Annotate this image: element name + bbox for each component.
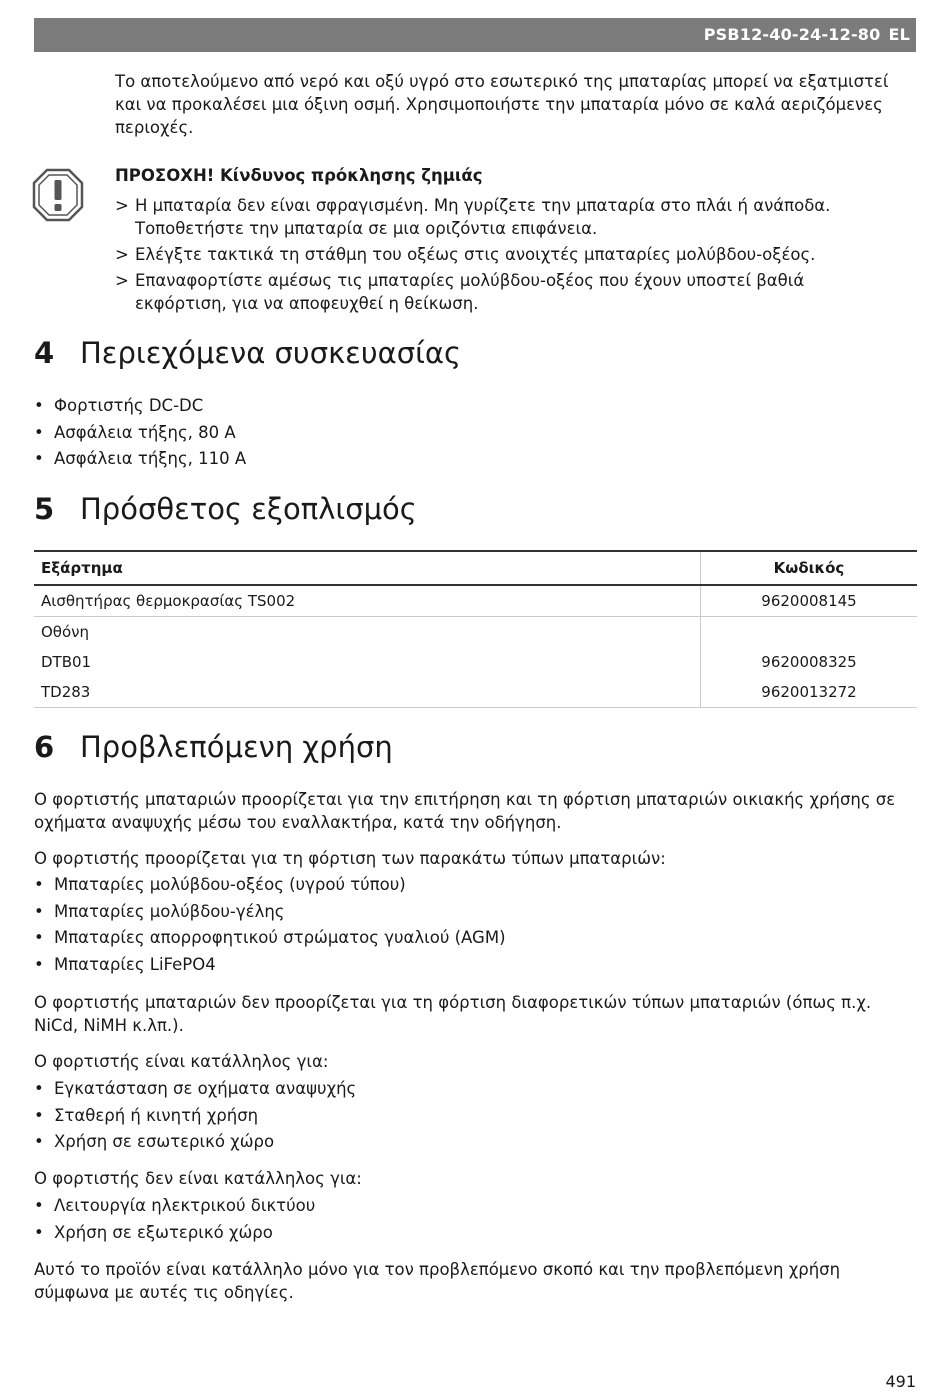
not-suitable-list (34, 1194, 914, 1247)
language-code: EL (888, 25, 910, 44)
battery-types-list (34, 873, 914, 979)
arrow-marker: > (115, 196, 129, 215)
caution-list (115, 194, 875, 318)
table-row: DTB01 9620008325 (34, 647, 917, 677)
column-header-part: Εξάρτημα (34, 551, 701, 585)
warning-icon (32, 168, 84, 222)
table-row: Οθόνη (34, 617, 917, 648)
header-bar (34, 18, 916, 52)
list-item: • Λειτουργία ηλεκτρικού δικτύου (34, 1196, 316, 1215)
list-item: • Χρήση σε εσωτερικό χώρο (34, 1132, 275, 1151)
section-6-heading: 6 Προβλεπόμενη χρήση (34, 730, 393, 764)
page-number: 491 (885, 1372, 916, 1391)
table-header-row (34, 551, 917, 585)
caution-item: > Επαναφορτίστε αμέσως τις μπαταρίες μολύβδου-οξέος που έχουν υποστεί βαθιά εκφόρτιση, για να αποφευχθεί η θείκωση. (115, 271, 805, 313)
section-number: 4 (34, 336, 55, 370)
section-4-heading: 4 Περιεχόμενα συσκευασίας (34, 336, 462, 370)
paragraph: Ο φορτιστής είναι κατάλληλος για: (34, 1052, 329, 1071)
list-item: • Χρήση σε εξωτερικό χώρο (34, 1222, 273, 1242)
caution-item: > Ελέγξτε τακτικά τη στάθμη του οξέως στις ανοιχτές μπαταρίες μολύβδου-οξέος. (115, 245, 816, 264)
section-number: 5 (34, 492, 55, 526)
header-title (704, 25, 910, 44)
list-item: • Μπαταρίες απορροφητικού στρώματος γυαλιού (AGM) (34, 928, 506, 947)
package-contents-list (34, 394, 914, 474)
caution-title: ΠΡΟΣΟΧΗ! Κίνδυνος πρόκλησης ζημιάς (115, 166, 483, 185)
column-header-code: Κωδικός (701, 551, 918, 585)
model-number: PSB12-40-24-12-80 (703, 25, 881, 44)
list-item: • Ασφάλεια τήξης, 110 A (34, 449, 247, 468)
accessories-table (34, 550, 917, 708)
list-item: • Μπαταρίες LiFePO4 (34, 954, 216, 974)
arrow-marker: > (115, 245, 129, 264)
arrow-marker: > (115, 271, 129, 290)
caution-item: > Η μπαταρία δεν είναι σφραγισμένη. Μη γυρίζετε την μπαταρία στο πλάι ή ανάποδα. Τοποθετήστε την μπαταρία σε μια οριζόντια επιφάνεια. (115, 196, 831, 238)
suitable-list (34, 1077, 914, 1157)
list-item: • Εγκατάσταση σε οχήματα αναψυχής (34, 1079, 357, 1098)
paragraph: Ο φορτιστής μπαταριών προορίζεται για την επιτήρηση και τη φόρτιση μπαταριών οικιακής χρήσης σε οχήματα αναψυχής μέσω του εναλλακτήρα, κατά την οδήγηση. (34, 790, 896, 832)
intro-paragraph: Το αποτελούμενο από νερό και οξύ υγρό στο εσωτερικό της μπαταρίας μπορεί να εξατμιστεί και να προκαλέσει μια όξινη οσμή. Χρησιμοποιήστε την μπαταρία μόνο σε καλά αεριζόμενες περιοχές. (115, 72, 889, 137)
section-5-heading: 5 Πρόσθετος εξοπλισμός (34, 492, 417, 526)
list-item: • Φορτιστής DC-DC (34, 396, 204, 415)
paragraph: Αυτό το προϊόν είναι κατάλληλο μόνο για τον προβλεπόμενο σκοπό και την προβλεπόμενη χρήση σύμφωνα με αυτές τις οδηγίες. (34, 1260, 841, 1302)
paragraph: Ο φορτιστής μπαταριών δεν προορίζεται για τη φόρτιση διαφορετικών τύπων μπαταριών (όπως π.χ. NiCd, NiMH κ.λπ.). (34, 993, 872, 1035)
list-item: • Μπαταρίες μολύβδου-γέλης (34, 901, 285, 921)
section-number: 6 (34, 730, 55, 764)
paragraph: Ο φορτιστής προορίζεται για τη φόρτιση των παρακάτω τύπων μπαταριών: (34, 849, 666, 868)
list-item: • Ασφάλεια τήξης, 80 A (34, 422, 236, 442)
list-item: • Μπαταρίες μολύβδου-οξέος (υγρού τύπου) (34, 875, 406, 894)
table-row: Αισθητήρας θερμοκρασίας TS002 9620008145 (34, 585, 917, 617)
paragraph: Ο φορτιστής δεν είναι κατάλληλος για: (34, 1169, 362, 1188)
table-row: TD283 9620013272 (34, 677, 917, 708)
list-item: • Σταθερή ή κινητή χρήση (34, 1105, 259, 1125)
